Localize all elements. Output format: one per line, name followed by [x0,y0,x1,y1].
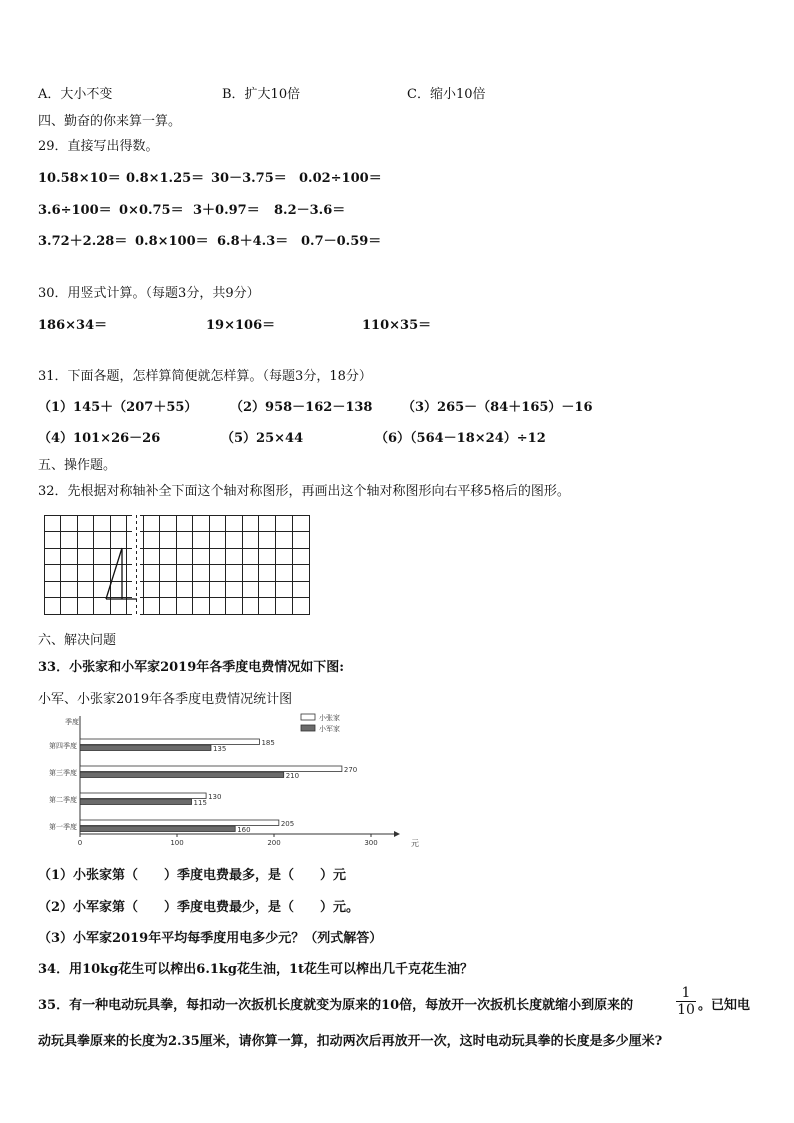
q29-item: 0×0.75＝ [119,203,184,218]
legend-label: 小军家 [319,725,340,733]
bar-xiaozhang [80,793,206,799]
q33-question: （1）小张家第（ ）季度电费最多，是（ ）元 [38,868,347,883]
x-tick-label: 300 [364,839,378,847]
fraction-one-tenth [676,985,696,1018]
legend-swatch [301,714,315,720]
bar-xiaojun [80,745,211,751]
fraction-denominator: 10 [677,1002,695,1018]
q33-title: 33．小张家和小军家2019年各季度电费情况如下图: [38,660,345,675]
bar-value-label: 130 [208,793,222,801]
q29-item: 10.58×10＝ [38,171,121,186]
q31-item: （6）（564－18×24）÷12 [375,431,546,446]
q30-title: 30．用竖式计算。（每题3分，共9分） [38,286,260,301]
q33-question: （2）小军家第（ ）季度电费最少，是（ ）元。 [38,900,360,915]
x-axis-label: 元 [411,839,419,848]
q29-title: 29．直接写出得数。 [38,139,159,154]
bar-value-label: 205 [280,820,295,828]
bar-xiaozhang [80,766,342,772]
q31-item: （5）25×44 [221,431,304,446]
bar-xiaojun [80,772,284,778]
x-tick-label: 100 [170,839,184,847]
x-axis-arrow [394,831,400,837]
chart-title: 小军、小张家2019年各季度电费情况统计图 [38,692,293,707]
option-a: A．大小不变 [38,87,113,102]
q29-item: 3＋0.97＝ [193,203,260,218]
section-6-heading: 六、解决问题 [38,633,117,648]
legend-swatch [301,725,315,731]
bar-value-label: 135 [212,745,227,753]
option-c: C．缩小10倍 [407,87,486,102]
q29-item: 3.6÷100＝ [38,203,112,218]
bar-xiaojun [80,799,192,805]
section-5-heading: 五、操作题。 [38,458,117,473]
bar-value-label: 185 [261,739,275,747]
electricity-bar-chart [34,710,434,855]
section-4-heading: 四、勤奋的你来算一算。 [38,114,182,129]
q29-item: 0.7－0.59＝ [301,234,382,249]
q29-item: 8.2－3.6＝ [274,203,346,218]
q31-item: （4）101×26－26 [38,431,161,446]
category-label: 第一季度 [49,823,77,831]
q30-item: 110×35＝ [362,318,432,333]
category-label: 第三季度 [49,769,77,777]
q31-title: 31．下面各题，怎样算简便就怎样算。（每题3分，18分） [38,369,372,384]
bar-value-label: 160 [237,826,251,834]
x-tick-label: 200 [267,839,281,847]
symmetry-grid [44,515,312,617]
bar-value-label: 270 [343,766,358,774]
q29-item: 0.8×1.25＝ [126,171,205,186]
q29-item: 0.02÷100＝ [299,171,382,186]
q35-line2: 动玩具拳原来的长度为2.35厘米，请你算一算，扣动两次后再放开一次，这时电动玩具拳的长度是多少厘米? [38,1034,663,1049]
category-label: 第二季度 [49,796,77,804]
y-axis-label: 季度 [65,718,79,726]
q29-item: 0.8×100＝ [135,234,209,249]
q34-text: 34．用10kg花生可以榨出6.1kg花生油，1t花生可以榨出几千克花生油？ [38,962,474,977]
bar-value-label: 115 [193,799,207,807]
q32-title: 32．先根据对称轴补全下面这个轴对称图形，再画出这个轴对称图形向右平移5格后的图形。 [38,484,570,499]
x-tick-label: 0 [77,839,83,847]
q35-line1: 35．有一种电动玩具拳，每扣动一次扳机长度就变为原来的10倍，每放开一次扳机长度就缩小到原来的 [38,998,634,1013]
legend-label: 小张家 [319,714,340,722]
bar-value-label: 210 [285,772,300,780]
q31-item: （3）265－（84＋165）－16 [402,400,593,415]
fraction-numerator: 1 [676,985,696,1002]
q30-item: 186×34＝ [38,318,108,333]
q29-item: 6.8＋4.3＝ [217,234,289,249]
bar-xiaozhang [80,820,279,826]
bar-xiaozhang [80,739,259,745]
category-label: 第四季度 [49,742,77,750]
q33-question: （3）小军家2019年平均每季度用电多少元？（列式解答） [38,931,383,946]
q31-item: （2）958－162－138 [230,400,373,415]
bar-xiaojun [80,826,235,832]
q29-item: 30－3.75＝ [211,171,287,186]
q30-item: 19×106＝ [206,318,276,333]
q29-item: 3.72＋2.28＝ [38,234,128,249]
option-b: B．扩大10倍 [222,87,301,102]
q31-item: （1）145＋（207＋55） [38,400,198,415]
q35-line1-end: 。已知电 [698,998,751,1013]
